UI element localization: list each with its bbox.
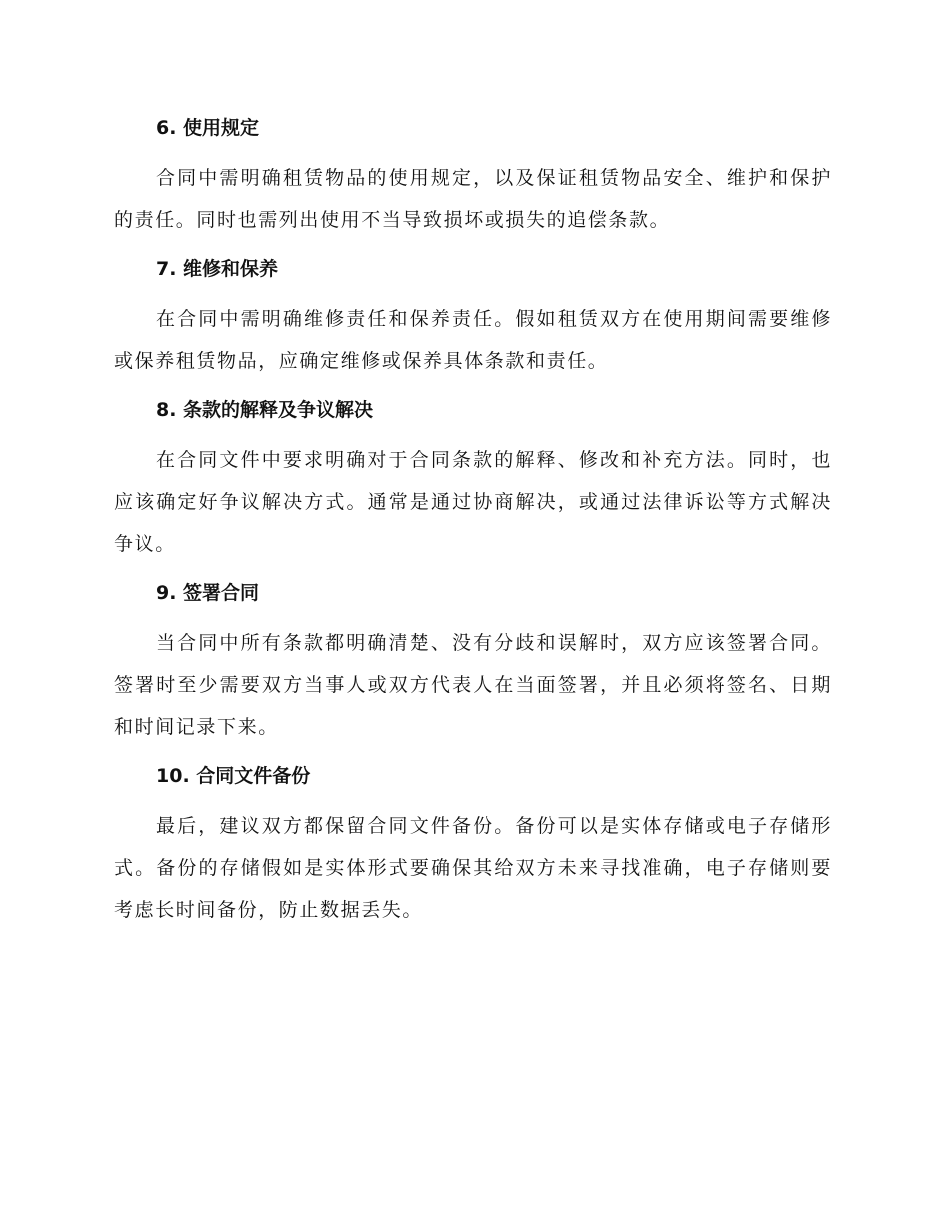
section-title-6: 6. 使用规定 xyxy=(156,117,260,139)
section-title-9: 9. 签署合同 xyxy=(156,582,260,604)
section-body-6: 合同中需明确租赁物品的使用规定，以及保证租赁物品安全、维护和保护的责任。同时也需列出使用不当导致损坏或损失的追偿条款。 xyxy=(114,167,832,231)
section-body-10: 最后，建议双方都保留合同文件备份。备份可以是实体存储或电子存储形式。备份的存储假如是实体形式要确保其给双方未来寻找准确，电子存储则要考虑长时间备份，防止数据丢失。 xyxy=(114,815,832,921)
section-title-10: 10. 合同文件备份 xyxy=(156,765,311,787)
section-body-8: 在合同文件中要求明确对于合同条款的解释、修改和补充方法。同时，也应该确定好争议解决方式。通常是通过协商解决，或通过法律诉讼等方式解决争议。 xyxy=(114,449,832,555)
section-body-7: 在合同中需明确维修责任和保养责任。假如租赁双方在使用期间需要维修或保养租赁物品，应确定维修或保养具体条款和责任。 xyxy=(114,308,832,372)
section-title-8: 8. 条款的解释及争议解决 xyxy=(156,399,374,421)
section-title-7: 7. 维修和保养 xyxy=(156,258,279,280)
document-content xyxy=(114,108,832,939)
section-body-9: 当合同中所有条款都明确清楚、没有分歧和误解时，双方应该签署合同。签署时至少需要双方当事人或双方代表人在当面签署，并且必须将签名、日期和时间记录下来。 xyxy=(114,632,832,738)
